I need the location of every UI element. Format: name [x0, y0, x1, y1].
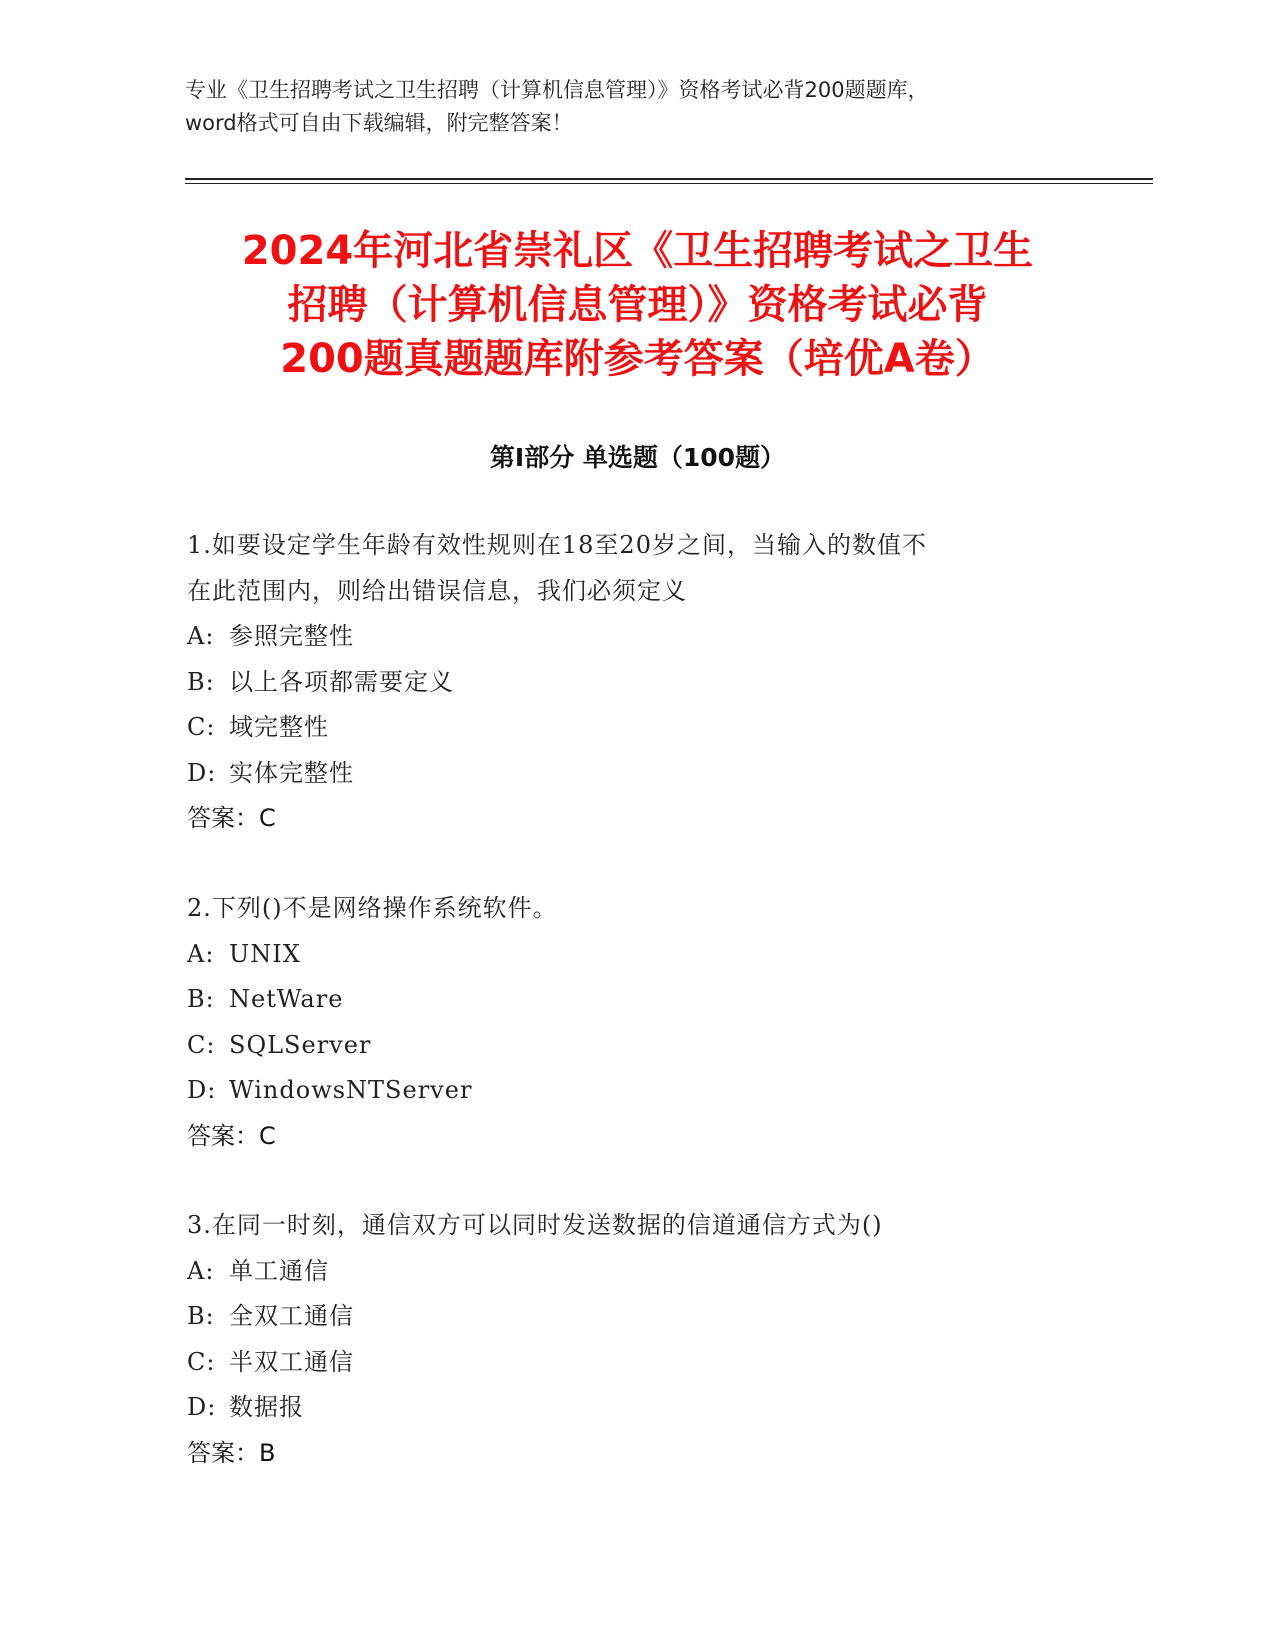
option-text: WindowsNTServer	[229, 1076, 473, 1104]
option-key: B:	[187, 1302, 215, 1330]
option-text: 域完整性	[229, 713, 329, 741]
document-title	[120, 224, 1155, 386]
option-d	[187, 1068, 1087, 1114]
option-d	[187, 1385, 1087, 1431]
header-note	[185, 74, 1085, 140]
option-key: C:	[187, 1030, 216, 1059]
option-a	[187, 1249, 1087, 1295]
option-text: 单工通信	[229, 1256, 329, 1285]
option-key: B:	[187, 667, 215, 696]
option-c	[187, 1340, 1087, 1386]
option-d	[187, 751, 1087, 797]
option-key: A:	[187, 1256, 215, 1285]
answer: 答案：B	[187, 1438, 276, 1467]
option-text: 参照完整性	[229, 622, 354, 650]
option-c	[187, 1023, 1087, 1069]
question-3	[187, 1203, 1087, 1476]
header-rule-thin	[185, 183, 1153, 184]
header-note-line-1: 专业《卫生招聘考试之卫生招聘（计算机信息管理）》资格考试必背200题题库，	[185, 78, 929, 102]
option-a	[187, 932, 1087, 978]
option-a	[187, 614, 1087, 660]
option-text: UNIX	[229, 939, 301, 968]
option-b	[187, 660, 1087, 706]
option-text: 全双工通信	[229, 1302, 354, 1330]
question-stem-line: 2.下列()不是网络操作系统软件。	[187, 894, 558, 922]
question-2	[187, 886, 1087, 1159]
document-title-line-3: 200题真题题库附参考答案（培优A卷）	[280, 336, 995, 382]
option-key: C:	[187, 1347, 216, 1376]
option-text: 实体完整性	[229, 758, 354, 787]
question-1	[187, 523, 1087, 842]
option-key: C:	[187, 713, 216, 741]
option-text: 半双工通信	[229, 1347, 354, 1376]
option-key: B:	[187, 985, 215, 1013]
option-key: D:	[187, 1076, 217, 1104]
option-b	[187, 977, 1087, 1023]
document-title-line-2: 招聘（计算机信息管理）》资格考试必背	[287, 282, 988, 328]
option-c	[187, 705, 1087, 751]
option-text: 以上各项都需要定义	[229, 667, 454, 696]
section-title: 第I部分 单选题（100题）	[489, 443, 786, 472]
option-text: 数据报	[229, 1393, 304, 1421]
answer: 答案：C	[187, 804, 276, 832]
option-b	[187, 1294, 1087, 1340]
question-stem-line: 1.如要设定学生年龄有效性规则在18至20岁之间，当输入的数值不	[187, 531, 927, 559]
answer: 答案：C	[187, 1121, 276, 1150]
header-rule-thick	[185, 178, 1153, 180]
header-note-line-2: word格式可自由下载编辑，附完整答案！	[185, 111, 573, 135]
option-key: D:	[187, 1393, 217, 1421]
question-stem-line: 3.在同一时刻，通信双方可以同时发送数据的信道通信方式为()	[187, 1211, 883, 1239]
option-key: A:	[187, 939, 215, 968]
option-key: A:	[187, 622, 215, 650]
document-title-line-1: 2024年河北省崇礼区《卫生招聘考试之卫生	[241, 228, 1034, 274]
option-key: D:	[187, 758, 217, 787]
question-stem-line: 在此范围内，则给出错误信息，我们必须定义	[187, 576, 687, 605]
option-text: NetWare	[229, 985, 344, 1013]
option-text: SQLServer	[229, 1030, 372, 1059]
